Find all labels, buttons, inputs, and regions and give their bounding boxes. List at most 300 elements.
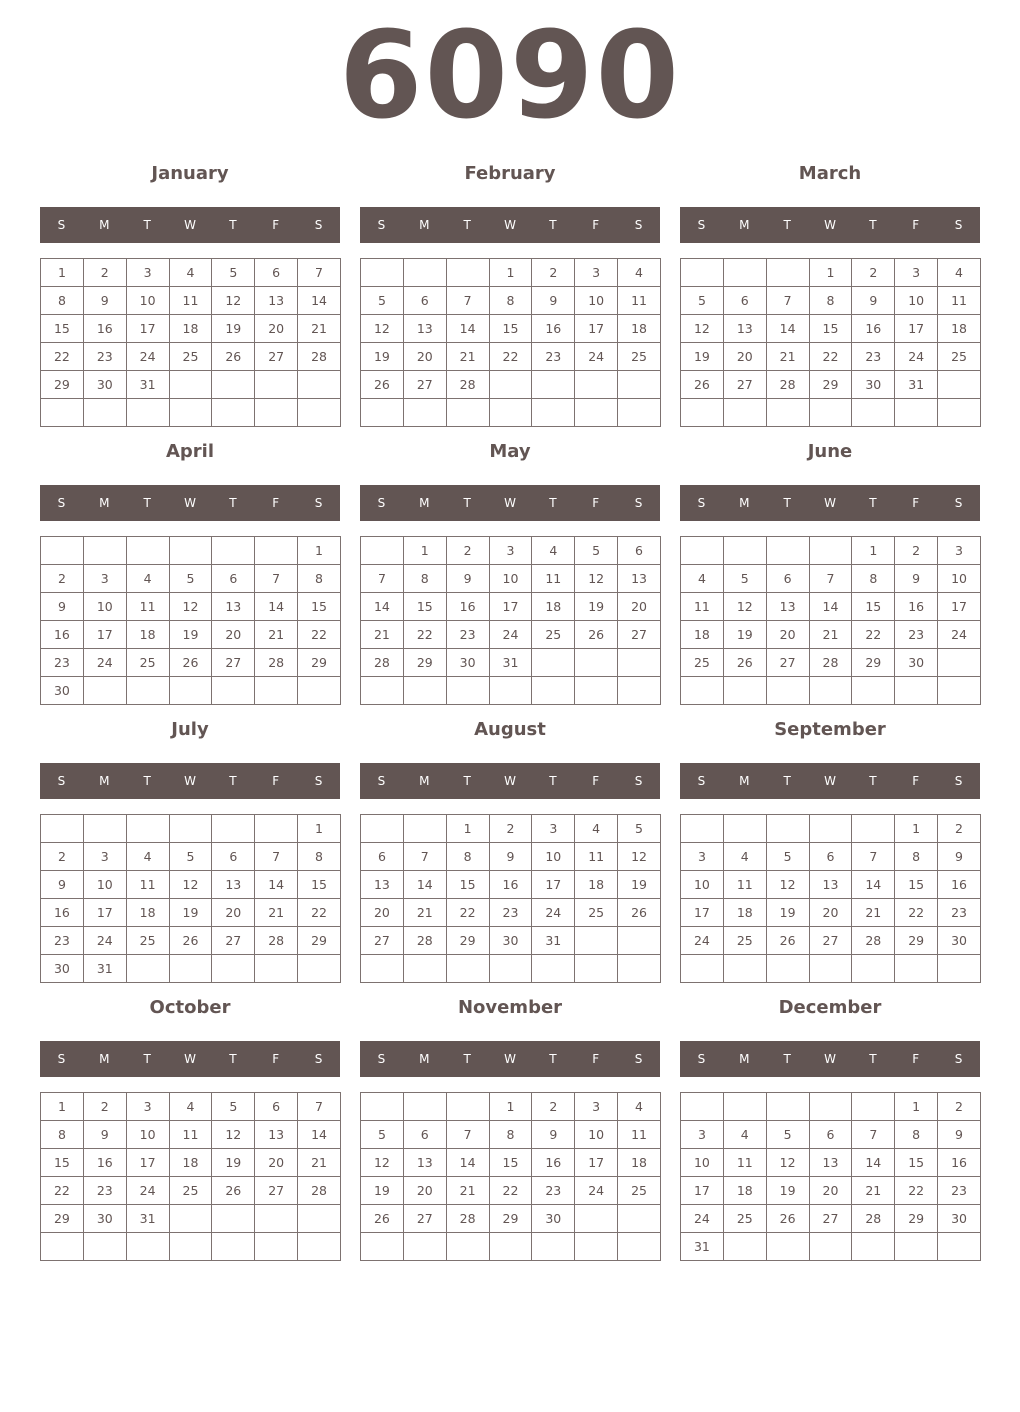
week-row <box>681 1121 981 1149</box>
weekday-label: M <box>99 496 110 510</box>
day-cell: 10 <box>681 871 724 899</box>
weekday-label: T <box>463 218 471 232</box>
day-cell: 13 <box>403 1149 446 1177</box>
day-cell: 2 <box>41 843 84 871</box>
day-cell: 4 <box>723 843 766 871</box>
day-cell: 4 <box>618 259 661 287</box>
weekday-header <box>680 1041 980 1077</box>
day-cell: 15 <box>41 1149 84 1177</box>
calendar-year-title: 6090 <box>339 7 681 146</box>
day-cell: 27 <box>766 649 809 677</box>
week-row <box>681 677 981 705</box>
day-cell <box>766 399 809 427</box>
day-cell: 30 <box>41 955 84 983</box>
day-cell: 17 <box>126 315 169 343</box>
day-cell <box>83 537 126 565</box>
day-cell: 12 <box>575 565 618 593</box>
day-cell <box>169 677 212 705</box>
weekday-label: F <box>912 1052 920 1066</box>
week-row <box>41 1233 341 1261</box>
day-cell: 19 <box>212 315 255 343</box>
day-cell: 20 <box>809 899 852 927</box>
week-row <box>681 1149 981 1177</box>
day-cell: 1 <box>895 1093 938 1121</box>
day-cell: 14 <box>446 315 489 343</box>
day-cell: 11 <box>723 871 766 899</box>
day-cell: 12 <box>766 871 809 899</box>
day-cell: 15 <box>895 871 938 899</box>
week-row <box>41 593 341 621</box>
day-cell: 22 <box>298 899 341 927</box>
week-row <box>41 955 341 983</box>
day-cell: 25 <box>681 649 724 677</box>
day-cell: 15 <box>446 871 489 899</box>
day-cell: 21 <box>852 1177 895 1205</box>
day-cell: 15 <box>298 871 341 899</box>
day-cell: 8 <box>298 565 341 593</box>
day-cell: 6 <box>255 259 298 287</box>
day-cell <box>126 1233 169 1261</box>
day-cell: 10 <box>681 1149 724 1177</box>
day-cell: 12 <box>212 287 255 315</box>
day-cell <box>723 259 766 287</box>
weekday-label: S <box>314 774 323 788</box>
day-cell: 25 <box>532 621 575 649</box>
day-cell <box>766 955 809 983</box>
day-cell <box>255 399 298 427</box>
day-cell: 7 <box>255 565 298 593</box>
day-cell <box>489 1233 532 1261</box>
week-row <box>681 537 981 565</box>
day-cell <box>446 1093 489 1121</box>
day-cell: 26 <box>723 649 766 677</box>
weekday-label: F <box>912 774 920 788</box>
day-cell: 3 <box>681 843 724 871</box>
weekday-label: S <box>954 1052 963 1066</box>
day-cell: 3 <box>83 843 126 871</box>
weekday-header <box>40 207 340 243</box>
week-row <box>361 1233 661 1261</box>
day-cell: 23 <box>532 1177 575 1205</box>
day-cell: 19 <box>766 1177 809 1205</box>
day-cell: 13 <box>766 593 809 621</box>
day-cell: 13 <box>618 565 661 593</box>
weekday-header <box>680 485 980 521</box>
weekday-label: T <box>229 218 237 232</box>
weekday-label: M <box>99 774 110 788</box>
day-cell <box>169 815 212 843</box>
day-cell: 17 <box>126 1149 169 1177</box>
day-cell: 9 <box>41 871 84 899</box>
day-cell: 21 <box>809 621 852 649</box>
weekday-label: S <box>377 218 386 232</box>
day-cell: 22 <box>403 621 446 649</box>
day-cell <box>895 399 938 427</box>
day-cell: 14 <box>255 593 298 621</box>
day-cell <box>681 677 724 705</box>
day-cell <box>298 677 341 705</box>
weekday-label: T <box>783 1052 791 1066</box>
day-cell <box>298 955 341 983</box>
day-cell: 27 <box>723 371 766 399</box>
day-cell: 21 <box>255 621 298 649</box>
weekday-label: T <box>783 774 791 788</box>
day-cell <box>809 1233 852 1261</box>
day-cell <box>895 1233 938 1261</box>
day-cell: 1 <box>298 537 341 565</box>
weekday-label: T <box>783 496 791 510</box>
day-cell: 17 <box>895 315 938 343</box>
day-cell: 2 <box>532 259 575 287</box>
week-row <box>361 1205 661 1233</box>
day-cell <box>575 1205 618 1233</box>
day-cell <box>681 815 724 843</box>
day-cell <box>852 1093 895 1121</box>
day-cell: 11 <box>938 287 981 315</box>
day-cell: 16 <box>532 315 575 343</box>
week-row <box>361 1093 661 1121</box>
week-row <box>361 537 661 565</box>
day-cell <box>723 1093 766 1121</box>
day-cell: 13 <box>403 315 446 343</box>
weekday-label: W <box>504 774 516 788</box>
week-row <box>361 1177 661 1205</box>
day-cell <box>41 815 84 843</box>
day-cell: 7 <box>255 843 298 871</box>
day-cell: 2 <box>83 1093 126 1121</box>
day-cell <box>681 259 724 287</box>
day-cell: 18 <box>618 315 661 343</box>
day-cell <box>723 815 766 843</box>
weekday-label: T <box>869 1052 877 1066</box>
day-cell: 13 <box>361 871 404 899</box>
day-grid <box>360 536 661 705</box>
day-cell: 17 <box>681 1177 724 1205</box>
day-cell <box>575 371 618 399</box>
day-cell: 28 <box>766 371 809 399</box>
day-cell: 5 <box>766 843 809 871</box>
weekday-label: M <box>99 1052 110 1066</box>
weekday-label: W <box>184 496 196 510</box>
day-cell <box>618 955 661 983</box>
day-cell: 22 <box>298 621 341 649</box>
weekday-label: T <box>143 496 151 510</box>
day-cell <box>723 1233 766 1261</box>
week-row <box>681 315 981 343</box>
day-cell: 7 <box>298 1093 341 1121</box>
weekday-header <box>360 1041 660 1077</box>
weekday-label: F <box>592 774 600 788</box>
week-row <box>361 621 661 649</box>
day-cell: 13 <box>255 287 298 315</box>
day-cell: 9 <box>938 843 981 871</box>
day-cell <box>446 1233 489 1261</box>
day-cell: 6 <box>403 287 446 315</box>
day-cell <box>766 815 809 843</box>
day-cell: 23 <box>446 621 489 649</box>
day-cell: 27 <box>255 1177 298 1205</box>
week-row <box>361 815 661 843</box>
day-cell <box>403 259 446 287</box>
day-cell <box>489 399 532 427</box>
day-cell: 25 <box>723 927 766 955</box>
day-cell: 20 <box>618 593 661 621</box>
day-cell <box>895 955 938 983</box>
week-row <box>361 259 661 287</box>
day-cell: 1 <box>895 815 938 843</box>
day-cell: 31 <box>126 371 169 399</box>
day-cell: 29 <box>41 371 84 399</box>
weekday-label: T <box>869 218 877 232</box>
day-cell <box>126 815 169 843</box>
day-cell <box>298 399 341 427</box>
day-cell <box>532 371 575 399</box>
day-cell <box>169 1205 212 1233</box>
day-cell <box>938 677 981 705</box>
day-cell: 8 <box>895 1121 938 1149</box>
day-cell: 18 <box>938 315 981 343</box>
day-cell: 5 <box>723 565 766 593</box>
weekday-label: F <box>592 1052 600 1066</box>
day-cell: 28 <box>255 649 298 677</box>
week-row <box>361 343 661 371</box>
day-cell: 26 <box>575 621 618 649</box>
day-cell <box>169 399 212 427</box>
day-cell: 3 <box>575 1093 618 1121</box>
day-cell: 21 <box>446 343 489 371</box>
day-cell: 21 <box>255 899 298 927</box>
day-cell: 24 <box>681 927 724 955</box>
day-cell: 22 <box>489 343 532 371</box>
weekday-label: M <box>419 774 430 788</box>
weekday-label: S <box>634 218 643 232</box>
day-cell <box>83 815 126 843</box>
day-cell: 8 <box>41 1121 84 1149</box>
day-cell: 13 <box>212 593 255 621</box>
day-cell: 29 <box>489 1205 532 1233</box>
day-cell: 23 <box>83 1177 126 1205</box>
day-cell <box>852 955 895 983</box>
week-row <box>681 621 981 649</box>
week-row <box>681 593 981 621</box>
month-name: September <box>774 719 886 740</box>
weekday-label: M <box>419 1052 430 1066</box>
weekday-label: T <box>869 496 877 510</box>
day-cell: 17 <box>83 899 126 927</box>
week-row <box>361 1121 661 1149</box>
day-cell <box>618 1233 661 1261</box>
day-cell: 27 <box>212 927 255 955</box>
day-cell: 20 <box>403 343 446 371</box>
day-cell: 2 <box>938 1093 981 1121</box>
day-cell: 4 <box>681 565 724 593</box>
day-grid <box>40 536 341 705</box>
day-cell: 23 <box>532 343 575 371</box>
day-cell: 29 <box>41 1205 84 1233</box>
day-cell: 18 <box>532 593 575 621</box>
day-cell <box>212 1233 255 1261</box>
day-cell: 5 <box>212 259 255 287</box>
day-cell <box>298 1205 341 1233</box>
day-cell: 15 <box>852 593 895 621</box>
day-cell: 23 <box>852 343 895 371</box>
weekday-label: W <box>824 496 836 510</box>
day-cell: 10 <box>895 287 938 315</box>
day-cell: 24 <box>126 343 169 371</box>
weekday-label: S <box>954 218 963 232</box>
day-cell: 21 <box>298 315 341 343</box>
day-cell: 6 <box>809 843 852 871</box>
day-cell: 3 <box>126 1093 169 1121</box>
day-cell: 15 <box>41 315 84 343</box>
day-cell: 24 <box>895 343 938 371</box>
weekday-label: T <box>229 496 237 510</box>
day-cell: 22 <box>895 899 938 927</box>
day-cell <box>41 399 84 427</box>
day-cell: 15 <box>298 593 341 621</box>
day-cell: 10 <box>83 871 126 899</box>
day-cell: 28 <box>852 1205 895 1233</box>
day-cell: 24 <box>489 621 532 649</box>
weekday-label: W <box>184 774 196 788</box>
day-cell: 8 <box>852 565 895 593</box>
day-cell: 19 <box>681 343 724 371</box>
week-row <box>361 843 661 871</box>
day-cell: 30 <box>83 371 126 399</box>
day-cell: 17 <box>83 621 126 649</box>
day-cell: 24 <box>126 1177 169 1205</box>
weekday-header <box>360 207 660 243</box>
day-cell: 16 <box>938 871 981 899</box>
day-cell: 23 <box>938 1177 981 1205</box>
day-cell: 31 <box>126 1205 169 1233</box>
day-cell: 23 <box>489 899 532 927</box>
day-cell: 30 <box>489 927 532 955</box>
weekday-header <box>40 763 340 799</box>
day-grid <box>680 536 981 705</box>
week-row <box>41 927 341 955</box>
day-cell <box>575 927 618 955</box>
day-cell: 5 <box>212 1093 255 1121</box>
week-row <box>681 955 981 983</box>
week-row <box>41 315 341 343</box>
day-cell: 30 <box>852 371 895 399</box>
day-cell: 14 <box>766 315 809 343</box>
day-cell: 14 <box>298 287 341 315</box>
day-cell: 19 <box>361 343 404 371</box>
day-cell: 6 <box>212 843 255 871</box>
day-cell: 3 <box>681 1121 724 1149</box>
day-cell: 18 <box>723 1177 766 1205</box>
weekday-label: T <box>143 1052 151 1066</box>
day-grid <box>680 258 981 427</box>
weekday-label: W <box>824 1052 836 1066</box>
day-cell: 23 <box>895 621 938 649</box>
day-cell <box>169 371 212 399</box>
day-cell: 18 <box>723 899 766 927</box>
day-cell: 6 <box>766 565 809 593</box>
weekday-label: W <box>504 218 516 232</box>
day-cell: 20 <box>723 343 766 371</box>
month-name: January <box>151 163 229 184</box>
day-cell: 26 <box>169 649 212 677</box>
day-cell: 12 <box>618 843 661 871</box>
day-cell: 30 <box>895 649 938 677</box>
day-cell: 5 <box>575 537 618 565</box>
day-cell: 3 <box>83 565 126 593</box>
day-cell: 25 <box>126 927 169 955</box>
day-cell: 17 <box>938 593 981 621</box>
day-cell <box>298 371 341 399</box>
weekday-label: F <box>592 218 600 232</box>
day-cell: 7 <box>852 843 895 871</box>
day-cell <box>169 955 212 983</box>
weekday-label: F <box>272 218 280 232</box>
day-grid <box>360 1092 661 1261</box>
day-cell: 29 <box>298 649 341 677</box>
day-cell: 21 <box>766 343 809 371</box>
day-cell <box>361 537 404 565</box>
day-cell: 16 <box>938 1149 981 1177</box>
day-cell: 27 <box>403 371 446 399</box>
week-row <box>41 259 341 287</box>
day-cell: 4 <box>723 1121 766 1149</box>
day-cell <box>532 677 575 705</box>
weekday-label: S <box>314 496 323 510</box>
day-cell <box>575 399 618 427</box>
day-cell: 30 <box>938 927 981 955</box>
day-cell <box>361 259 404 287</box>
day-cell: 9 <box>41 593 84 621</box>
day-cell: 15 <box>403 593 446 621</box>
day-cell <box>126 677 169 705</box>
day-cell <box>723 955 766 983</box>
day-cell: 28 <box>852 927 895 955</box>
week-row <box>41 1205 341 1233</box>
weekday-label: S <box>377 496 386 510</box>
weekday-label: M <box>419 218 430 232</box>
day-cell <box>361 399 404 427</box>
day-cell <box>212 399 255 427</box>
month-name: August <box>474 719 546 740</box>
day-grid <box>680 1092 981 1261</box>
day-cell <box>255 955 298 983</box>
day-cell: 6 <box>618 537 661 565</box>
weekday-label: S <box>697 496 706 510</box>
day-cell: 14 <box>255 871 298 899</box>
day-cell: 16 <box>83 315 126 343</box>
day-cell: 1 <box>41 1093 84 1121</box>
day-cell: 31 <box>83 955 126 983</box>
day-cell <box>446 259 489 287</box>
day-cell <box>766 1233 809 1261</box>
weekday-header <box>680 207 980 243</box>
weekday-label: T <box>463 774 471 788</box>
day-cell: 14 <box>403 871 446 899</box>
weekday-label: S <box>697 1052 706 1066</box>
day-cell: 12 <box>169 871 212 899</box>
weekday-header <box>680 763 980 799</box>
day-cell: 11 <box>126 871 169 899</box>
weekday-label: M <box>739 774 750 788</box>
week-row <box>681 287 981 315</box>
weekday-label: F <box>912 218 920 232</box>
day-cell: 15 <box>489 1149 532 1177</box>
day-cell: 16 <box>446 593 489 621</box>
week-row <box>361 593 661 621</box>
day-cell: 2 <box>895 537 938 565</box>
day-cell <box>618 677 661 705</box>
